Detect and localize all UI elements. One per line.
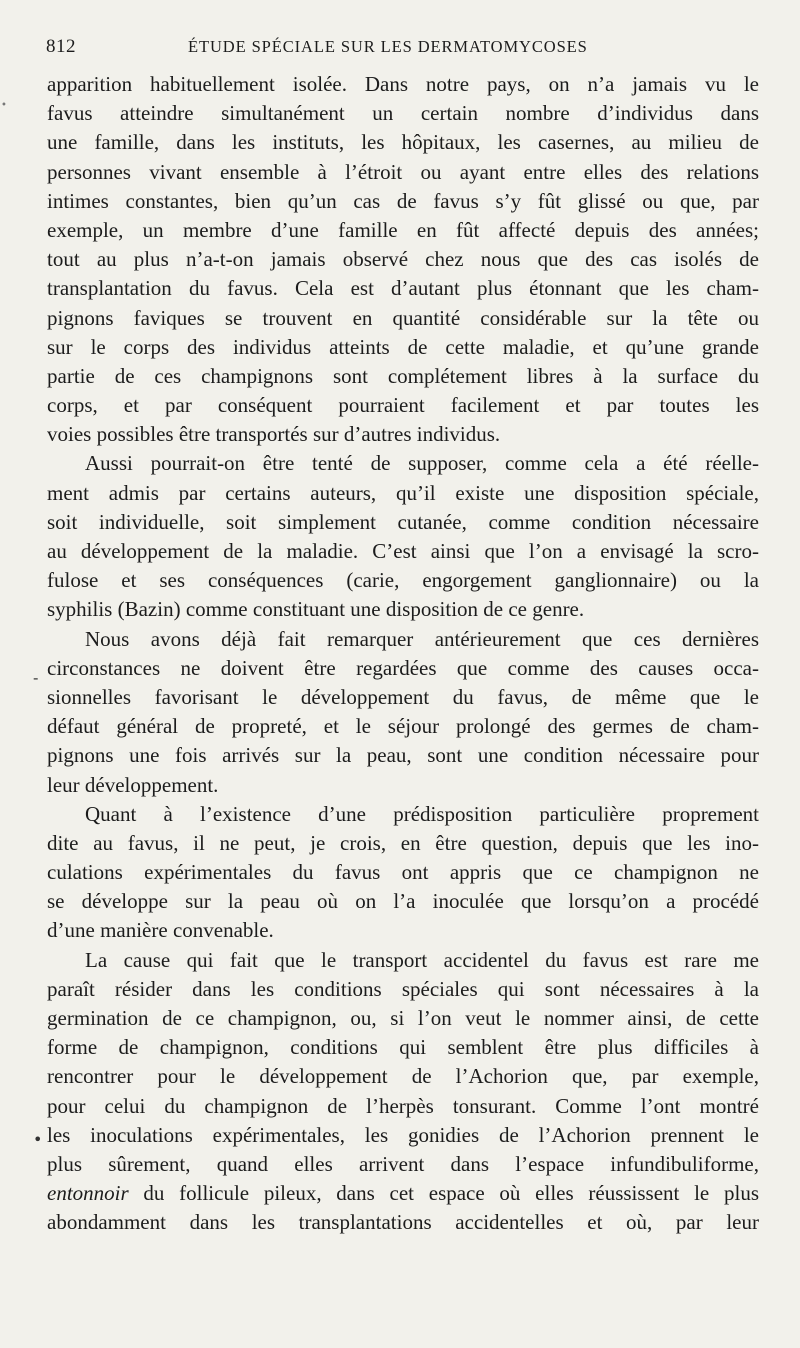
page-header xyxy=(46,36,758,62)
margin-mark: • xyxy=(33,1130,43,1149)
italic-word: entonnoir xyxy=(47,1181,129,1206)
text-line: exemple, un membre d’une famille en fût affecté depuis des années; xyxy=(47,217,759,242)
text-line: une famille, dans les instituts, les hôpitaux, les casernes, au milieu de xyxy=(47,130,759,155)
text-line: au développement de la maladie. C’est ainsi que l’on a envisagé la scro- xyxy=(47,539,759,563)
text-line: se développe sur la peau où on l’a inoculée que lorsqu’on a procédé xyxy=(47,889,759,914)
text-line: Nous avons déjà fait remarquer antérieurement que ces dernières xyxy=(85,626,759,651)
text-line: défaut général de propreté, et le séjour prolongé des germes de cham- xyxy=(47,714,759,739)
text-line: corps, et par conséquent pourraient facilement et par toutes les xyxy=(47,393,759,418)
text-line: apparition habituellement isolée. Dans notre pays, on n’a jamais vu le xyxy=(47,72,759,96)
text-line: pour celui du champignon de l’herpès tonsurant. Comme l’ont montré xyxy=(47,1093,759,1118)
text-line: leur développement. xyxy=(47,772,219,797)
text-line: pignons faviques se trouvent en quantité considérable sur la tête ou xyxy=(47,305,759,330)
running-head: ÉTUDE SPÉCIALE SUR LES DERMATOMYCOSES xyxy=(188,37,588,56)
paragraph xyxy=(47,625,759,800)
text-line: pignons une fois arrivés sur la peau, sont une condition nécessaire pour xyxy=(47,743,759,768)
text-line: partie de ces champignons sont complétement libres à la surface du xyxy=(47,363,759,388)
text-line: dite au favus, il ne peut, je crois, en être question, depuis que les ino- xyxy=(47,830,759,855)
page-number: 812 xyxy=(46,36,76,57)
margin-mark: • xyxy=(1,100,7,111)
margin-mark: - xyxy=(33,668,39,687)
text-line: intimes constantes, bien qu’un cas de favus s’y fût glissé ou que, par xyxy=(47,188,759,213)
text-line: fulose et ses conséquences (carie, engorgement ganglionnaire) ou la xyxy=(47,568,759,593)
text-line: circonstances ne doivent être regardées que comme des causes occa- xyxy=(47,655,759,680)
text-line: tout au plus n’a-t-on jamais observé chez nous que des cas isolés de xyxy=(47,247,759,272)
paragraph xyxy=(47,800,759,946)
text-line: sionnelles favorisant le développement du favus, de même que le xyxy=(47,684,759,709)
body-text xyxy=(47,70,759,1238)
text-line: favus atteindre simultanément un certain nombre d’individus dans xyxy=(47,101,759,126)
text-line: voies possibles être transportés sur d’autres individus. xyxy=(47,422,501,447)
text-line: les inoculations expérimentales, les gonidies de l’Achorion prennent le xyxy=(47,1122,759,1147)
text-line: personnes vivant ensemble à l’étroit ou ayant entre elles des relations xyxy=(47,159,759,184)
text-line: La cause qui fait que le transport accidentel du favus est rare me xyxy=(85,947,759,972)
text-line: Aussi pourrait-on être tenté de supposer, comme cela a été réelle- xyxy=(85,451,759,476)
text-line: culations expérimentales du favus ont appris que ce champignon ne xyxy=(47,860,759,885)
text-line: syphilis (Bazin) comme constituant une disposition de ce genre. xyxy=(47,597,585,622)
text-line: paraît résider dans les conditions spéciales qui sont nécessaires à la xyxy=(47,976,759,1001)
text-line: Quant à l’existence d’une prédisposition particulière proprement xyxy=(85,801,759,826)
text-line: germination de ce champignon, ou, si l’on veut le nommer ainsi, de cette xyxy=(47,1006,759,1030)
text-line: rencontrer pour le développement de l’Achorion que, par exemple, xyxy=(47,1064,759,1089)
text-line: soit individuelle, soit simplement cutanée, comme condition nécessaire xyxy=(47,509,759,534)
text-line: ment admis par certains auteurs, qu’il existe une disposition spéciale, xyxy=(47,480,759,505)
text-line: forme de champignon, conditions qui semblent être plus difficiles à xyxy=(47,1035,759,1060)
text-line: sur le corps des individus atteints de cette maladie, et qu’une grande xyxy=(47,334,759,359)
text-line: d’une manière convenable. xyxy=(47,918,274,943)
text-line: plus sûrement, quand elles arrivent dans l’espace infundibuliforme, xyxy=(47,1151,759,1176)
text-fragment: du follicule pileux, dans cet espace où elles réussissent le plus xyxy=(128,1181,759,1206)
text-line: abondamment dans les transplantations accidentelles et où, par leur xyxy=(47,1210,759,1235)
paragraph xyxy=(47,946,759,1238)
text-line: transplantation du favus. Cela est d’autant plus étonnant que les cham- xyxy=(47,276,759,301)
paragraph xyxy=(47,449,759,624)
text-line xyxy=(47,1179,759,1208)
paragraph xyxy=(47,70,759,449)
